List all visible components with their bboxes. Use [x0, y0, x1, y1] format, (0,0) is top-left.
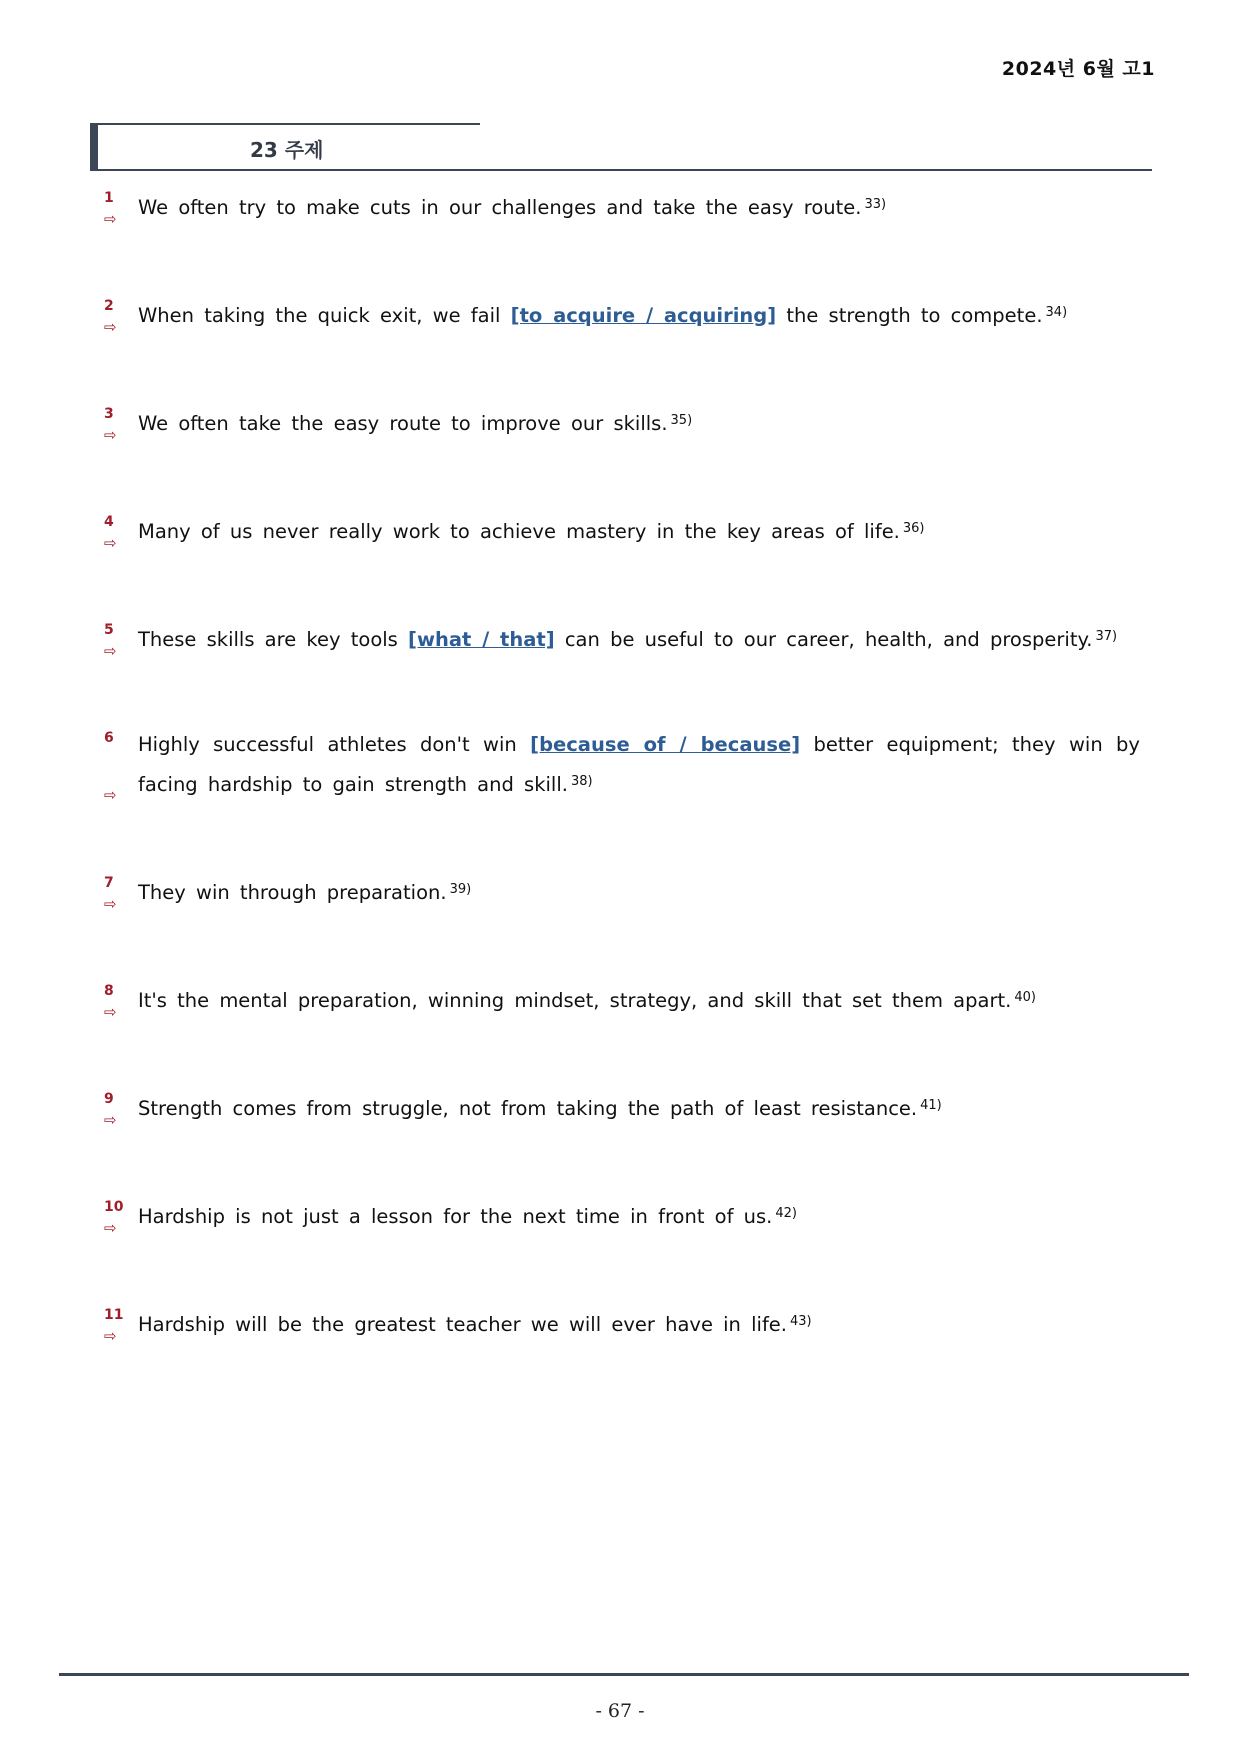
- answer-arrow-icon: ⇨: [104, 1219, 117, 1237]
- sentence-item: [104, 294, 1140, 402]
- sentence-text: [138, 1087, 1140, 1127]
- sentence-text: [138, 294, 1140, 334]
- item-number: 10: [104, 1199, 124, 1215]
- sentence-text: [138, 402, 1140, 442]
- sentence-body: Hardship is not just a lesson for the next time in front of us.: [138, 1205, 773, 1228]
- footnote-ref: 43): [790, 1314, 812, 1329]
- footnote-ref: 36): [902, 521, 925, 536]
- item-number: 6: [104, 730, 114, 746]
- sentence-post: the strength to compete.: [776, 304, 1043, 327]
- sentence-item: [104, 618, 1140, 726]
- answer-arrow-icon: ⇨: [104, 426, 117, 444]
- sentence-text: [138, 618, 1140, 658]
- sentence-body: They win through preparation.: [138, 881, 447, 904]
- item-number: 9: [104, 1091, 114, 1107]
- sentence-pre: These skills are key tools: [138, 628, 409, 651]
- answer-arrow-icon: ⇨: [104, 786, 117, 804]
- sentence-item: [104, 726, 1140, 871]
- footnote-ref: 34): [1045, 305, 1068, 320]
- sentence-text: [138, 186, 1140, 226]
- sentence-pre: Highly successful athletes don't win: [138, 733, 531, 756]
- sentence-post: better equipment; they win by facing hardship to gain strength and skill.: [138, 733, 1140, 796]
- answer-arrow-icon: ⇨: [104, 1327, 117, 1345]
- footnote-ref: 37): [1095, 629, 1118, 644]
- sentence-text: [138, 979, 1140, 1019]
- item-number: 2: [104, 298, 114, 314]
- header-accent-bar: [90, 123, 98, 171]
- answer-arrow-icon: ⇨: [104, 534, 117, 552]
- item-number: 11: [104, 1307, 124, 1323]
- header-bottom-rule: [90, 169, 1152, 171]
- item-number: 5: [104, 622, 114, 638]
- sentence-body: It's the mental preparation, winning mindset, strategy, and skill that set them apart.: [138, 989, 1012, 1012]
- sentence-body: Hardship will be the greatest teacher we will ever have in life.: [138, 1313, 788, 1336]
- sentence-pre: When taking the quick exit, we fail: [138, 304, 511, 327]
- sentence-text: [138, 726, 1140, 803]
- footnote-ref: 40): [1014, 990, 1036, 1005]
- grammar-choice[interactable]: [to acquire / acquiring]: [510, 304, 777, 327]
- answer-arrow-icon: ⇨: [104, 210, 117, 228]
- footnote-ref: 35): [670, 413, 693, 428]
- grammar-choice[interactable]: [because of / because]: [530, 733, 801, 756]
- sentence-text: [138, 510, 1140, 550]
- exam-label: 2024년 6월 고1: [1001, 58, 1155, 80]
- answer-arrow-icon: ⇨: [104, 642, 117, 660]
- footer-rule: [59, 1673, 1189, 1676]
- sentence-body: We often take the easy route to improve our skills.: [138, 412, 668, 435]
- sentence-item: [104, 510, 1140, 618]
- footnote-ref: 38): [570, 774, 593, 789]
- footnote-ref: 39): [449, 882, 472, 897]
- section-title: 23 주제: [250, 138, 324, 162]
- sentence-item: [104, 402, 1140, 510]
- answer-arrow-icon: ⇨: [104, 1003, 117, 1021]
- grammar-choice[interactable]: [what / that]: [408, 628, 555, 651]
- answer-arrow-icon: ⇨: [104, 318, 117, 336]
- footnote-ref: 41): [920, 1098, 942, 1113]
- sentence-text: [138, 1303, 1140, 1343]
- sentence-post: can be useful to our career, health, and prosperity.: [554, 628, 1093, 651]
- page-number: - 67 -: [595, 1700, 645, 1722]
- sentence-body: Many of us never really work to achieve mastery in the key areas of life.: [138, 520, 900, 543]
- sentence-body: Strength comes from struggle, not from taking the path of least resistance.: [138, 1097, 918, 1120]
- sentence-list: [104, 186, 1140, 1411]
- sentence-text: [138, 871, 1140, 911]
- answer-arrow-icon: ⇨: [104, 895, 117, 913]
- answer-arrow-icon: ⇨: [104, 1111, 117, 1129]
- sentence-text: [138, 1195, 1140, 1235]
- sentence-item: [104, 1303, 1140, 1411]
- item-number: 8: [104, 983, 114, 999]
- header-top-rule: [90, 123, 480, 125]
- footnote-ref: 42): [775, 1206, 797, 1221]
- section-header: [90, 123, 1152, 171]
- item-number: 7: [104, 875, 114, 891]
- sentence-item: [104, 1195, 1140, 1303]
- sentence-item: [104, 1087, 1140, 1195]
- item-number: 1: [104, 190, 114, 206]
- sentence-body: We often try to make cuts in our challenges and take the easy route.: [138, 196, 862, 219]
- item-number: 3: [104, 406, 114, 422]
- sentence-item: [104, 186, 1140, 294]
- item-number: 4: [104, 514, 114, 530]
- footnote-ref: 33): [864, 197, 887, 212]
- sentence-item: [104, 871, 1140, 979]
- sentence-item: [104, 979, 1140, 1087]
